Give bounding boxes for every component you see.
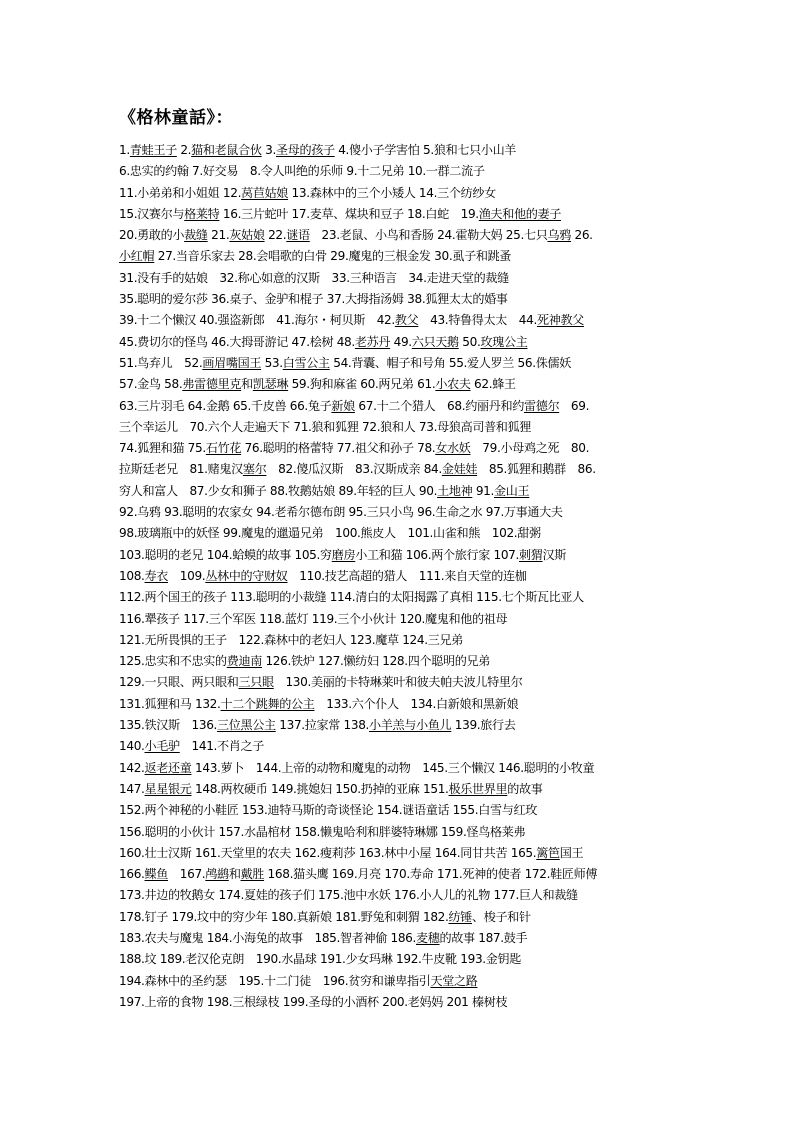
underlined-title: 返老还童 xyxy=(144,760,192,775)
list-text: 108. xyxy=(119,568,145,583)
underlined-title: 极乐世界里 xyxy=(448,781,508,796)
underlined-title: 磨房 xyxy=(331,547,356,562)
story-list-line xyxy=(119,800,694,821)
list-text: 31.没有手的姑娘 32.称心如意的汉斯 33.三种语言 34.走进天堂的裁缝 xyxy=(119,270,509,285)
underlined-title: 老苏丹 xyxy=(354,334,391,349)
story-list-line xyxy=(119,374,694,395)
underlined-title: 土地神 xyxy=(437,483,473,498)
list-text: 1. xyxy=(119,143,130,157)
underlined-title: 塞尔 xyxy=(242,462,267,477)
underlined-title: 女水妖 xyxy=(435,441,471,456)
story-list-line xyxy=(119,822,694,843)
story-list-line xyxy=(119,332,694,353)
underlined-title: 鸬鹚 xyxy=(205,867,229,882)
list-text: 4.傻小子学害怕 5.狼和七只小山羊 xyxy=(334,143,517,157)
underlined-title: 灰姑娘 xyxy=(229,228,265,243)
story-list-line xyxy=(119,481,694,502)
underlined-title: 六只天鹅 xyxy=(411,334,459,349)
story-list-line xyxy=(119,140,694,161)
list-text: 汉斯 xyxy=(542,547,567,562)
underlined-title: 金娃娃 xyxy=(441,462,478,477)
underlined-title: 石竹花 xyxy=(205,441,242,456)
list-text: 59.狗和麻雀 60.两兄弟 61. xyxy=(288,377,436,392)
underlined-title: 猫和老鼠合伙 xyxy=(191,143,262,157)
list-text: 43.特鲁得太太 44. xyxy=(418,313,537,328)
underlined-title: 纺锤 xyxy=(448,909,473,924)
list-text: 76.聪明的格蕾特 77.祖父和孙子 78. xyxy=(241,441,436,456)
underlined-title: 小红帽 xyxy=(119,249,155,264)
list-text: 3. xyxy=(261,143,276,157)
list-text: 103.聪明的老兄 104.蛤蟆的故事 105.穷 xyxy=(119,547,332,562)
list-text: 147. xyxy=(119,781,145,796)
list-text: 57.金鸟 58. xyxy=(119,377,183,392)
list-text: 112.两个国王的孩子 113.聪明的小裁缝 114.清白的太阳揭露了真相 115.七个斯瓦比亚人 xyxy=(119,590,584,605)
list-text: 50. xyxy=(458,334,481,349)
underlined-title: 篱笆 xyxy=(536,845,560,860)
story-list-line xyxy=(119,992,694,1013)
list-text: 27.当音乐家去 28.会唱歌的白骨 29.魔鬼的三根金发 30.虱子和跳蚤 xyxy=(154,249,512,264)
underlined-title: 死神教父 xyxy=(536,313,584,328)
list-text: 121.无所畏惧的王子 122.森林中的老妇人 123.魔草 124.三兄弟 xyxy=(119,632,463,647)
underlined-title: 小毛驴 xyxy=(144,739,180,754)
list-text: 173.井边的牧鹅女 174.夏娃的孩子们 175.池中水妖 176.小人儿的礼物 177.巨人和裁缝 xyxy=(119,888,578,903)
list-text: 11.小弟弟和小姐姐 12. xyxy=(119,185,242,200)
list-text: 69. xyxy=(559,398,590,413)
story-list-line xyxy=(119,779,694,800)
underlined-title: 画眉嘴国王 xyxy=(202,355,262,370)
story-list-line xyxy=(119,310,694,331)
underlined-title: 青蛙王子 xyxy=(129,143,177,157)
list-text: 45.费切尔的怪鸟 46.大拇哥游记 47.桧树 48. xyxy=(119,334,355,349)
underlined-title: 圣母的孩子 xyxy=(275,143,335,157)
story-list-line xyxy=(119,651,694,672)
list-text: 三个幸运儿 70.六个人走遍天下 71.狼和狐狸 72.狼和人 73.母狼高司普和狐狸 xyxy=(119,419,532,434)
story-list-line xyxy=(119,587,694,608)
story-list-line xyxy=(119,928,694,949)
underlined-title: 天堂之路 xyxy=(430,973,478,988)
list-text: 194.森林中的圣约瑟 195.十二门徒 196.贫穷和谦卑指引 xyxy=(119,973,431,988)
list-text: 26. xyxy=(570,228,593,243)
story-list-line xyxy=(119,971,694,992)
story-list xyxy=(119,140,694,1013)
story-list-line xyxy=(119,459,694,480)
list-text: 63.三片羽毛 64.金鹅 65.千皮兽 66.兔子 xyxy=(119,398,332,413)
underlined-title: 小农夫 xyxy=(435,377,471,392)
story-list-line xyxy=(119,694,694,715)
story-list-line xyxy=(119,566,694,587)
story-list-line xyxy=(119,161,694,182)
list-text: 139.旅行去 xyxy=(451,718,516,733)
underlined-title: 星星银元 xyxy=(144,781,192,796)
story-list-line xyxy=(119,949,694,970)
underlined-title: 莴苣姑娘 xyxy=(241,185,289,200)
story-list-line xyxy=(119,183,694,204)
story-list-line xyxy=(119,268,694,289)
underlined-title: 三位黑公主 xyxy=(217,718,276,733)
story-list-line xyxy=(119,523,694,544)
list-text: 110.技艺高超的猎人 111.来自天堂的连枷 xyxy=(287,568,527,583)
underlined-title: 寿衣 xyxy=(144,568,169,583)
story-list-line xyxy=(119,672,694,693)
underlined-title: 费迪南 xyxy=(226,654,262,669)
list-text: 148.两枚硬币 149.挑媳妇 150.扔掉的亚麻 151. xyxy=(191,781,449,796)
list-text: 130.美丽的卡特琳莱叶和彼夫帕夫波儿特里尔 xyxy=(273,675,523,690)
list-text: 129.一只眼、两只眼和 xyxy=(119,675,239,690)
list-text: 21. xyxy=(207,228,230,243)
underlined-title: 凯瑟琳 xyxy=(252,377,289,392)
list-text: 6.忠实的约翰 7.好交易 8.令人叫绝的乐师 9.十二兄弟 10.一群二流子 xyxy=(119,164,485,179)
list-text: 183.农夫与魔鬼 184.小海兔的故事 185.智者神偷 186. xyxy=(119,930,416,945)
story-list-line xyxy=(119,353,694,374)
underlined-title: 裁缝 xyxy=(184,228,208,243)
list-text: 109. xyxy=(168,568,206,583)
list-text: 穷人和富人 87.少女和狮子 88.牧鹅姑娘 89.年轻的巨人 90. xyxy=(119,483,438,498)
underlined-title: 鲽鱼 xyxy=(144,867,169,882)
story-list-line xyxy=(119,736,694,757)
list-text: 的故事 xyxy=(507,781,543,796)
underlined-title: 新娘 xyxy=(331,398,355,413)
list-text: 的故事 187.鼓手 xyxy=(439,930,528,945)
list-text: 2. xyxy=(176,143,192,157)
story-list-line xyxy=(119,907,694,928)
list-text: 98.玻璃瓶中的妖怪 99.魔鬼的邋遢兄弟 100.熊皮人 101.山雀和熊 102.甜粥 xyxy=(119,526,541,541)
list-text: 156.聪明的小伙计 157.水晶棺材 158.懒鬼哈利和胖婆特琳娜 159.怪鸟格莱弗 xyxy=(119,824,526,839)
list-text: 116.犟孩子 117.三个军医 118.蓝灯 119.三个小伙计 120.魔鬼和他的祖母 xyxy=(119,611,508,626)
list-text: 62.蜂王 xyxy=(470,377,516,392)
story-list-line xyxy=(119,225,694,246)
list-text: 15.汉赛尔与 xyxy=(119,206,185,221)
list-text: 小工和猫 106.两个旅行家 107. xyxy=(355,547,520,562)
list-text: 国王 xyxy=(559,845,584,860)
list-text: 53. xyxy=(261,355,283,370)
list-text: 23.老鼠、小鸟和香肠 24.霍勒大妈 25.七只 xyxy=(309,228,548,243)
list-text: 67.十二个猎人 68.约丽丹和约 xyxy=(354,398,524,413)
underlined-title: 谜语 xyxy=(286,228,310,243)
list-text: 、梭子和针 xyxy=(472,909,531,924)
story-list-line xyxy=(119,609,694,630)
underlined-title: 刺猬 xyxy=(519,547,543,562)
page-title: 《格林童話》： xyxy=(119,108,233,128)
underlined-title: 麦穗 xyxy=(416,930,440,945)
story-list-line xyxy=(119,843,694,864)
list-text: 168.猫头鹰 169.月亮 170.寿命 171.死神的使者 172.鞋匠师傅 xyxy=(264,867,598,882)
list-text: 20.勇敢的小 xyxy=(119,228,185,243)
list-text: 125.忠实和不忠实的 xyxy=(119,654,227,669)
list-text: 16.三片蛇叶 17.麦草、煤块和豆子 18.白蛇 19. xyxy=(219,206,479,221)
list-text: 拉斯廷老兄 81.赌鬼汉 xyxy=(119,462,243,477)
story-list-line xyxy=(119,396,694,417)
list-text: 13.森林中的三个小矮人 14.三个纺纱女 xyxy=(288,185,496,200)
list-text: 和 xyxy=(228,867,241,882)
story-list-line xyxy=(119,864,694,885)
underlined-title: 乌鸦 xyxy=(547,228,571,243)
list-text: 152.两个神秘的小鞋匠 153.迪特马斯的奇谈怪论 154.谜语童话 155.白雪与红玫 xyxy=(119,803,537,818)
story-list-line xyxy=(119,545,694,566)
list-text: 91. xyxy=(472,483,495,498)
story-list-line xyxy=(119,502,694,523)
list-text: 51.鸟弃儿 52. xyxy=(119,355,203,370)
underlined-title: 雷德尔 xyxy=(523,398,560,413)
list-text: 74.狐狸和猫 75. xyxy=(119,441,206,456)
list-text: 79.小母鸡之死 80. xyxy=(470,441,590,456)
list-text: 137.拉家常 138. xyxy=(275,718,370,733)
list-text: 82.傻瓜汉斯 83.汉斯成亲 84. xyxy=(266,462,442,477)
list-text: 131.狐狸和马 132. xyxy=(119,696,221,711)
story-list-line xyxy=(119,758,694,779)
underlined-title: 小羊羔与小鱼儿 xyxy=(369,718,452,733)
story-list-line xyxy=(119,885,694,906)
story-list-line xyxy=(119,289,694,310)
list-text: 22. xyxy=(264,228,287,243)
list-text: 166. xyxy=(119,867,145,882)
story-list-line xyxy=(119,246,694,267)
list-text: 160.壮士汉斯 161.天堂里的农夫 162.瘦莉莎 163.林中小屋 164.同甘共苦 165. xyxy=(119,845,537,860)
list-text: 92.乌鸦 93.聪明的农家女 94.老希尔德布朗 95.三只小鸟 96.生命之水 97.万事通大夫 xyxy=(119,505,563,520)
list-text: 133.六个仆人 134.白新娘和黑新娘 xyxy=(314,696,519,711)
story-list-line xyxy=(119,438,694,459)
list-text: 49. xyxy=(390,334,412,349)
underlined-title: 十二个跳舞的公主 xyxy=(220,696,315,711)
underlined-title: 白雪公主 xyxy=(282,355,330,370)
list-text: 140. xyxy=(119,739,145,754)
underlined-title: 格莱特 xyxy=(184,206,220,221)
underlined-title: 教父 xyxy=(394,313,419,328)
underlined-title: 三只眼 xyxy=(238,675,274,690)
story-list-line xyxy=(119,630,694,651)
list-text: 178.钉子 179.坟中的穷少年 180.真新娘 181.野兔和刺猬 182. xyxy=(119,909,449,924)
list-text: 39.十二个懒汉 40.强盗新郎 41.海尔・柯贝斯 42. xyxy=(119,313,395,328)
underlined-title: 丛林中的守财奴 xyxy=(205,568,288,583)
list-text: 188.坟 189.老汉伦克朗 190.水晶球 191.少女玛琳 192.牛皮靴 193.金钥匙 xyxy=(119,952,522,967)
underlined-title: 弗雷德里克 xyxy=(182,377,242,392)
list-text: 126.铁炉 127.懒纺妇 128.四个聪明的兄弟 xyxy=(261,654,490,669)
underlined-title: 金山王 xyxy=(494,483,530,498)
list-text: 197.上帝的食物 198.三根绿枝 199.圣母的小酒杯 200.老妈妈 201 榛树枝 xyxy=(119,994,508,1009)
underlined-title: 渔夫和他的妻子 xyxy=(478,206,561,221)
list-text: 和 xyxy=(241,377,253,392)
underlined-title: 戴胜 xyxy=(240,867,265,882)
story-list-line xyxy=(119,417,694,438)
list-text: 135.铁汉斯 136. xyxy=(119,718,218,733)
underlined-title: 玫瑰公主 xyxy=(480,334,528,349)
list-text: 85.狐狸和鹅群 86. xyxy=(477,462,596,477)
list-text: 35.聪明的爱尔莎 36.桌子、金驴和棍子 37.大拇指汤姆 38.狐狸太太的婚事 xyxy=(119,292,508,307)
list-text: 54.背囊、帽子和号角 55.爱人罗兰 56.侏儒妖 xyxy=(329,355,571,370)
list-text: 167. xyxy=(168,867,206,882)
story-list-line xyxy=(119,204,694,225)
story-list-line xyxy=(119,715,694,736)
list-text: 142. xyxy=(119,760,145,775)
list-text: 143.萝卜 144.上帝的动物和魔鬼的动物 145.三个懒汉 146.聪明的小牧童 xyxy=(191,760,595,775)
list-text: 141.不肖之子 xyxy=(179,739,265,754)
